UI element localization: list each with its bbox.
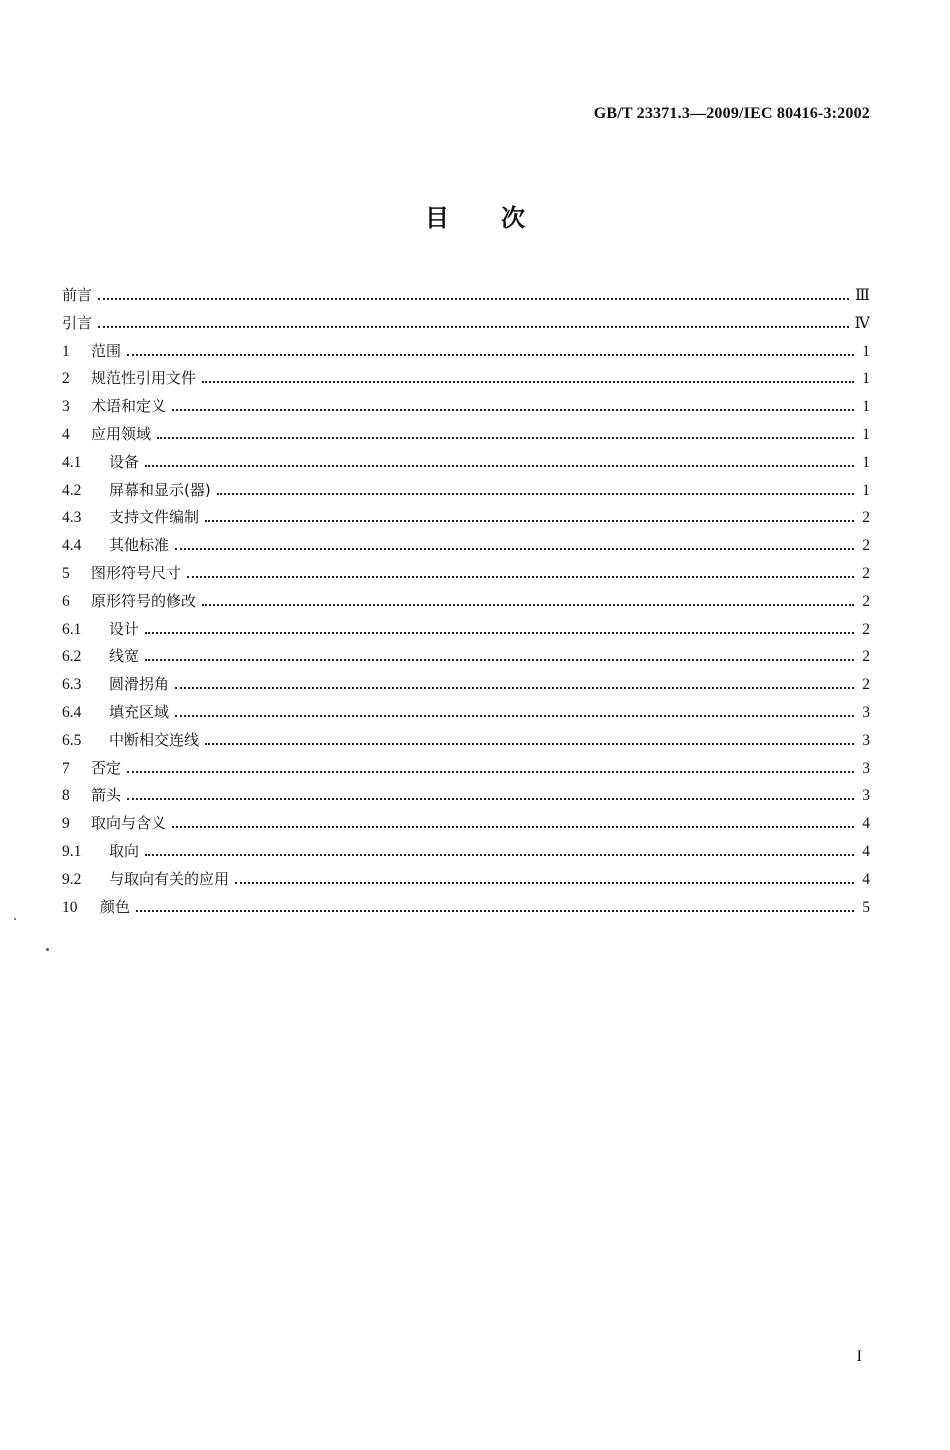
- toc-entry[interactable]: [62, 838, 870, 866]
- toc-entry-label: 规范性引用文件: [91, 369, 197, 388]
- toc-dot-leader: [145, 659, 854, 661]
- toc-entry-page: 3: [862, 731, 870, 749]
- toc-entry-page: 2: [862, 620, 870, 638]
- toc-dot-leader: [127, 798, 854, 800]
- toc-entry-page: 1: [862, 370, 870, 388]
- toc-entry[interactable]: [62, 782, 870, 810]
- toc-entry-label: 取向: [109, 841, 140, 860]
- toc-dot-leader: [235, 882, 854, 884]
- toc-entry[interactable]: [62, 671, 870, 699]
- toc-dot-leader: [175, 715, 854, 717]
- toc-dot-leader: [145, 632, 854, 634]
- toc-entry-page: 2: [862, 564, 870, 582]
- toc-entry-number: 6: [62, 592, 70, 610]
- toc-entry-number: 6.1: [62, 620, 82, 638]
- toc-entry-page: 2: [862, 509, 870, 527]
- toc-entry-page: 2: [862, 537, 870, 555]
- toc-entry-page: 4: [862, 842, 870, 860]
- toc-dot-leader: [202, 381, 854, 383]
- toc-entry-label: 范围: [91, 341, 122, 360]
- toc-entry-page: 5: [862, 898, 870, 916]
- toc-entry[interactable]: [62, 338, 870, 366]
- toc-entry[interactable]: [62, 310, 870, 338]
- toc-entry[interactable]: [62, 810, 870, 838]
- toc-entry-number: 10: [62, 898, 78, 916]
- toc-entry-page: 3: [862, 759, 870, 777]
- toc-entry-label: 设备: [109, 452, 140, 471]
- toc-entry-page: 1: [862, 342, 870, 360]
- toc-entry-label: 其他标准: [109, 536, 170, 555]
- toc-dot-leader: [175, 687, 854, 689]
- toc-entry-label: 中断相交连线: [109, 730, 200, 749]
- toc-dot-leader: [145, 854, 854, 856]
- toc-dot-leader: [172, 409, 854, 411]
- toc-entry[interactable]: [62, 560, 870, 588]
- toc-entry-label: 引言: [62, 313, 93, 332]
- toc-entry[interactable]: [62, 643, 870, 671]
- toc-entry-label: 填充区域: [109, 702, 170, 721]
- page-number: I: [856, 1348, 862, 1365]
- toc-entry-label: 前言: [62, 286, 93, 304]
- toc-dot-leader: [127, 771, 854, 773]
- toc-entry-number: 9.2: [62, 870, 82, 888]
- toc-entry-page: 3: [862, 703, 870, 721]
- toc-entry-label: 否定: [91, 758, 122, 777]
- toc-entry-page: 1: [862, 398, 870, 416]
- toc-dot-leader: [202, 604, 854, 606]
- toc-entry-number: 5: [62, 564, 70, 582]
- toc-entry[interactable]: [62, 727, 870, 755]
- toc-dot-leader: [127, 354, 854, 356]
- toc-entry-label: 取向与含义: [91, 814, 167, 833]
- toc-entry[interactable]: [62, 699, 870, 727]
- toc-entry-number: 6.2: [62, 648, 82, 666]
- toc-entry-page: Ⅳ: [854, 314, 870, 332]
- toc-entry[interactable]: [62, 894, 870, 922]
- toc-entry-number: 6.4: [62, 703, 82, 721]
- toc-entry-number: 6.5: [62, 731, 82, 749]
- toc-entry[interactable]: [62, 365, 870, 393]
- toc-entry-number: 6.3: [62, 676, 82, 694]
- toc-entry[interactable]: [62, 449, 870, 477]
- toc-entry-page: 1: [862, 481, 870, 499]
- toc-entry[interactable]: [62, 866, 870, 894]
- page-title: 目次: [425, 204, 577, 232]
- toc-entry-number: 1: [62, 342, 70, 360]
- toc-entry[interactable]: [62, 504, 870, 532]
- toc-dot-leader: [175, 548, 854, 550]
- toc-entry-number: 8: [62, 787, 70, 805]
- toc-entry-label: 应用领域: [91, 424, 152, 443]
- toc-entry[interactable]: [62, 282, 870, 310]
- toc-entry[interactable]: [62, 755, 870, 783]
- toc-entry-number: 4: [62, 425, 70, 443]
- toc-entry-label: 与取向有关的应用: [109, 869, 230, 888]
- toc-dot-leader: [136, 910, 854, 912]
- toc-entry-label: 圆滑拐角: [109, 675, 170, 694]
- toc-entry[interactable]: [62, 477, 870, 505]
- toc-entry[interactable]: [62, 532, 870, 560]
- toc-entry-number: 2: [62, 370, 70, 388]
- toc-entry[interactable]: [62, 616, 870, 644]
- toc-dot-leader: [217, 493, 854, 495]
- toc-entry-page: 1: [862, 425, 870, 443]
- toc-entry-number: 9.1: [62, 842, 82, 860]
- toc-entry-number: 3: [62, 398, 70, 416]
- toc-entry[interactable]: [62, 588, 870, 616]
- toc-entry-number: 4.2: [62, 481, 82, 499]
- toc-entry-label: 图形符号尺寸: [91, 563, 182, 582]
- toc-dot-leader: [205, 520, 854, 522]
- toc-dot-leader: [157, 437, 854, 439]
- toc-dot-leader: [98, 298, 849, 300]
- toc-dot-leader: [145, 465, 854, 467]
- toc-entry-label: 原形符号的修改: [91, 591, 197, 610]
- toc-entry-number: 4.1: [62, 453, 82, 471]
- toc-entry-page: 2: [862, 676, 870, 694]
- toc-entry-label: 屏幕和显示(器): [109, 480, 211, 499]
- toc-entry-number: 4.4: [62, 537, 82, 555]
- standard-code: GB/T 23371.3—2009/IEC 80416-3:2002: [593, 105, 870, 122]
- table-of-contents: [62, 282, 870, 921]
- toc-entry-number: 4.3: [62, 509, 82, 527]
- toc-entry-label: 箭头: [91, 786, 122, 805]
- toc-entry-label: 术语和定义: [91, 397, 167, 416]
- toc-entry-page: 2: [862, 648, 870, 666]
- toc-dot-leader: [98, 326, 848, 328]
- toc-dot-leader: [172, 826, 854, 828]
- toc-entry-page: 1: [862, 453, 870, 471]
- toc-entry-page: Ⅲ: [855, 287, 870, 304]
- toc-dot-leader: [187, 576, 854, 578]
- toc-entry[interactable]: [62, 393, 870, 421]
- scan-speck: [14, 918, 16, 920]
- toc-entry-page: 2: [862, 592, 870, 610]
- toc-entry-label: 线宽: [109, 647, 140, 666]
- toc-entry-page: 4: [862, 870, 870, 888]
- toc-entry-number: 7: [62, 759, 70, 777]
- toc-entry-page: 4: [862, 815, 870, 833]
- toc-dot-leader: [205, 743, 854, 745]
- toc-entry[interactable]: [62, 421, 870, 449]
- toc-entry-page: 3: [862, 787, 870, 805]
- toc-entry-label: 设计: [109, 619, 140, 638]
- scan-speck: [46, 948, 49, 951]
- toc-entry-label: 颜色: [100, 897, 131, 916]
- toc-entry-label: 支持文件编制: [109, 508, 200, 527]
- toc-entry-number: 9: [62, 815, 70, 833]
